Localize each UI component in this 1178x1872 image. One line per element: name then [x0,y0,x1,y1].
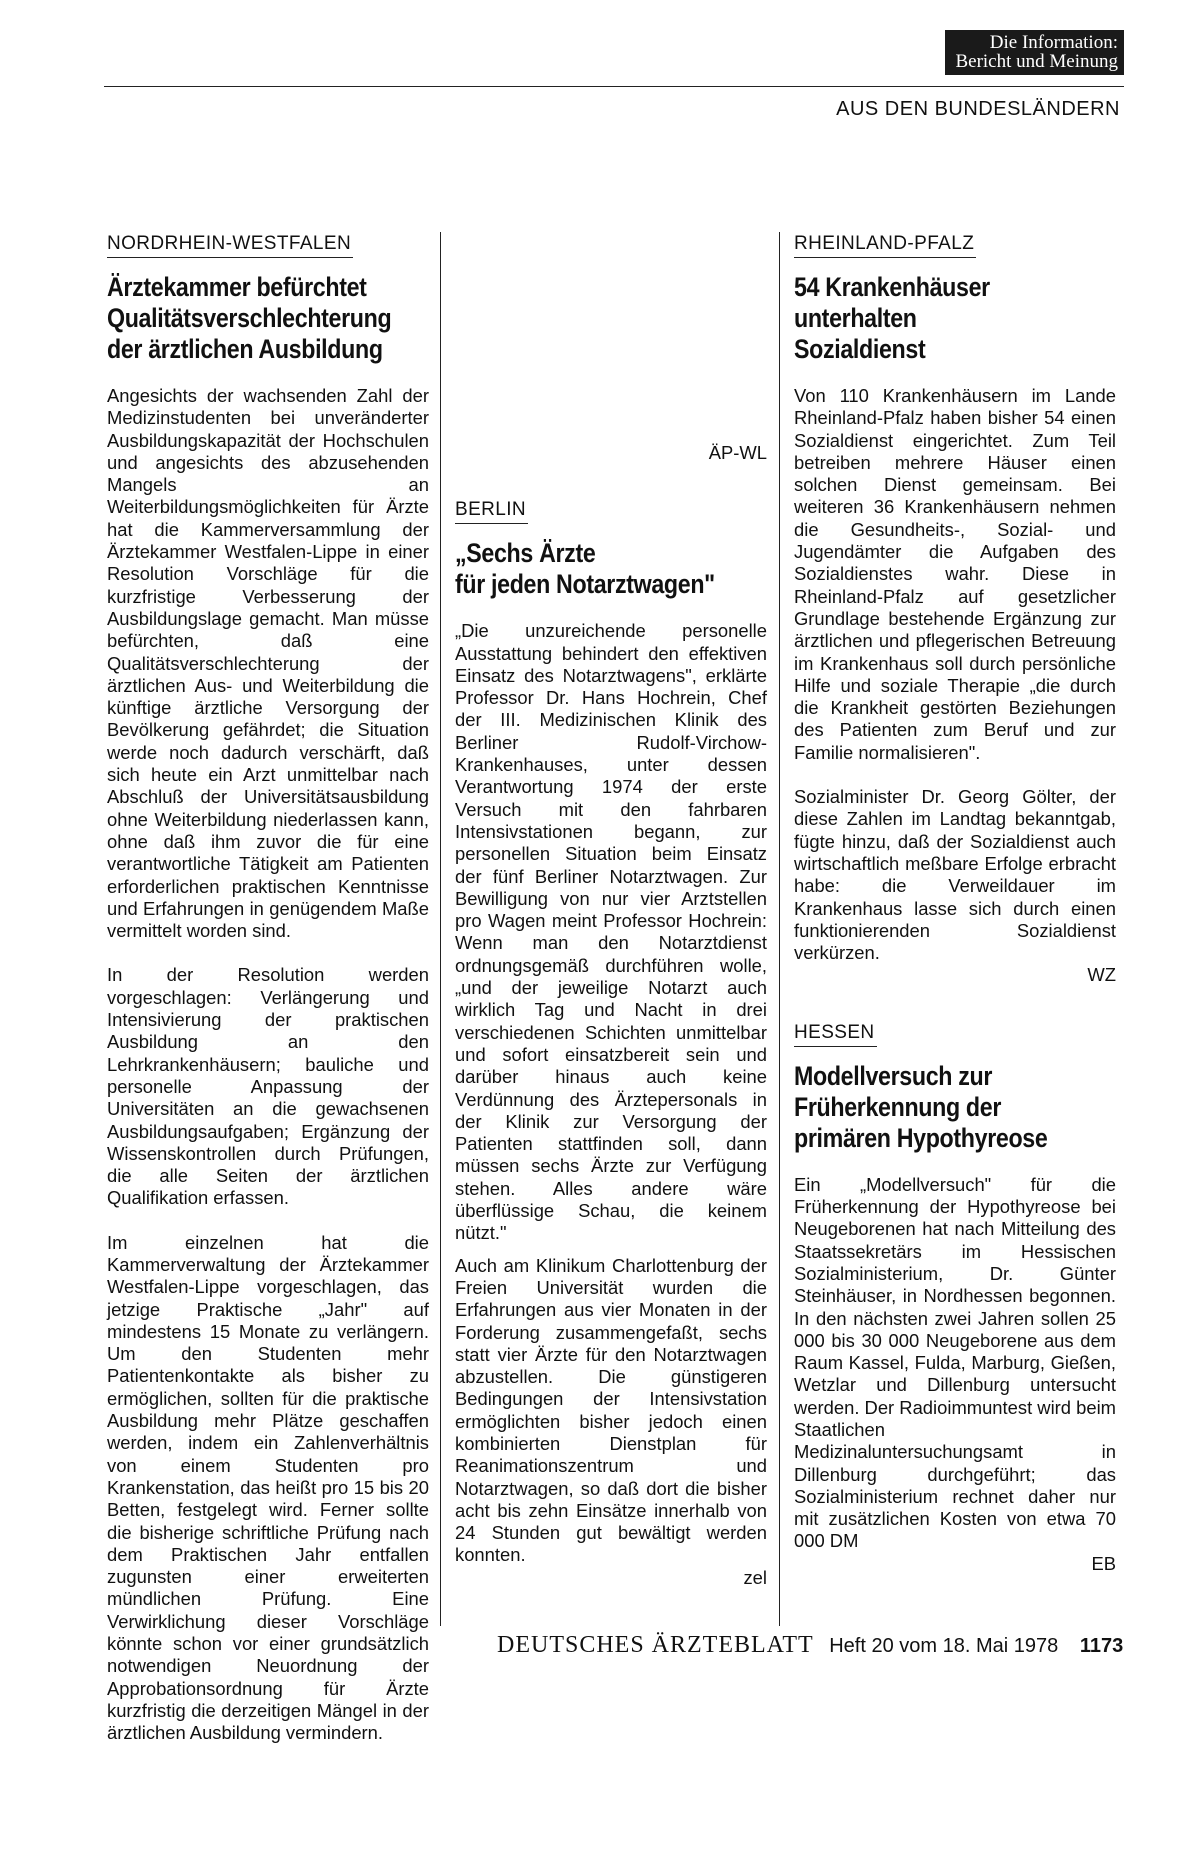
column-1 [107,232,429,1872]
article-paragraph: In der Resolution werden vorgeschlagen: Verlängerung und Intensivierung der praktischen Ausbildung an den Lehrkrankenhäusern; bauliche und personelle Anpassung der Universitäten an die gewachsenen Ausbildungsaufgaben; Ergänzung der Wissenskontrollen durch Prüfungen, die alle Seiten der ärztlichen Qualifikation erfassen. [107,964,429,1209]
article-signature-line [455,442,767,464]
state-label-hessen: HESSEN [794,1021,877,1047]
article-paragraph: Angesichts der wachsenden Zahl der Medizinstudenten bei unveränderter Ausbildungskapazität der Hochschulen und angesichts des abzusehenden Mangels an Weiterbildungsmöglichkeiten für Ärzte hat die Kammerversammlung der Ärztekammer Westfalen-Lippe in einer Resolution Vorschläge für die kurzfristige Verbesserung der Ausbildungslage gemacht. Man müsse befürchten, daß eine Qualitätsverschlechterung der ärztlichen Aus- und Weiterbildung die künftige ärztliche Versorgung der Bevölkerung gefährdet; die Situation werde noch dadurch verschärft, daß sich heute ein Arzt unmittelbar nach Abschluß der Universitätsausbildung ohne Weiterbildung niederlassen kann, ohne daß ihm zuvor die für eine verantwortliche Tätigkeit am Patienten erforderlichen praktischen Kenntnisse und Erfahrungen in genügendem Maße vermittelt worden sind. [107,385,429,942]
signature-rlp: WZ [1087,964,1116,986]
state-label-rlp: RHEINLAND-PFALZ [794,232,976,258]
footer-masthead: DEUTSCHES ÄRZTEBLATT [497,1632,814,1658]
headline-berlin: „Sechs Ärzte für jeden Notarztwagen" [455,538,715,600]
column-divider [779,232,780,1626]
section-badge-line2: Bericht und Meinung [955,51,1118,72]
section-badge [945,30,1124,75]
headline-hessen: Modellversuch zur Früherkennung der primären Hypothyreose [794,1060,1048,1153]
state-label-nrw: NORDRHEIN-WESTFALEN [107,232,353,258]
signature-hessen: EB [1091,1552,1116,1574]
state-label-berlin: BERLIN [455,498,528,524]
column-2 [455,232,767,1872]
signature-nrw: ÄP-WL [708,442,767,463]
article-paragraph: Von 110 Krankenhäusern im Lande Rheinland-Pfalz haben bisher 54 einen Sozialdienst eingerichtet. Zum Teil betreiben mehrere Häuser einen solchen Dienst gemeinsam. Bei weiteren 36 Krankenhäusern nehmen die Gesundheits-, Sozial- und Jugendämter die Aufgaben des Sozialdienstes wahr. Diese in Rheinland-Pfalz auf gesetzlicher Grundlage bestehende Ergänzung zur ärztlichen und pflegerischen Betreuung im Krankenhaus soll durch persönliche Hilfe und soziale Therapie „die durch die Krankheit gestörten Beziehungen des Patienten zum Beruf und zur Familie normalisieren". [794,385,1116,763]
article-paragraph: Ein „Modellversuch" für die Früherkennung der Hypothyreose bei Neugeborenen hat nach Mitteilung des Staatssekretärs im Hessischen Sozialministerium, Dr. Günter Steinhäuser, in Nordhessen begonnen. In den nächsten zwei Jahren sollen 25 000 bis 30 000 Neugeborene aus dem Raum Kassel, Fulda, Marburg, Gießen, Wetzlar und Dillenburg untersucht werden. Der Radioimmuntest wird beim Staatlichen Medizinaluntersuchungsamt in Dillenburg durchgeführt; das Sozialministerium rechnet daher nur mit zusätzlichen Kosten von etwa 70 000 DM [794,1173,1116,1552]
article-paragraph: Auch am Klinikum Charlottenburg der Freien Universität wurden die Erfahrungen aus vier Monaten in der Forderung zusammengefaßt, sechs statt vier Ärzte für den Notarztwagen abzustellen. Die günstigeren Bedingungen der Intensivstation ermöglichten bisher jedoch einen kombinierten Dienstplan für Reanimationszentrum und Notarztwagen, so daß dort die bisher acht bis zehn Einsätze innerhalb von 24 Stunden gut bewältigt werden konnten. [455,1254,767,1566]
column-divider [440,232,441,1626]
page-number: 1173 [1079,1635,1124,1657]
section-badge-line1: Die Information: [989,32,1118,53]
footer-issue: Heft 20 vom 18. Mai 1978 [829,1635,1059,1657]
page-footer [497,1632,1123,1659]
top-rule [104,86,1124,87]
signature-berlin: zel [743,1566,767,1588]
headline-nrw: Ärztekammer befürchtet Qualitätsverschlechterung der ärztlichen Ausbildung [107,272,392,364]
column-3 [794,232,1116,1872]
region-label: AUS DEN BUNDESLÄNDERN [836,98,1120,120]
article-paragraph: Sozialminister Dr. Georg Gölter, der diese Zahlen im Landtag bekanntgab, fügte hinzu, daß der Sozialdienst auch wirtschaftlich meßbare Erfolge erbracht habe: die Verweildauer im Krankenhaus lasse sich durch einen funktionierenden Sozialdienst verkürzen. [794,786,1116,964]
article-paragraph: „Die unzureichende personelle Ausstattung behindert den effektiven Einsatz des Notarztwagens", erklärte Professor Dr. Hans Hochrein, Chef der III. Medizinischen Klinik des Berliner Rudolf-Virchow-Krankenhauses, unter dessen Verantwortung 1974 der erste Versuch mit den fahrbaren Intensivstationen begann, zur personellen Situation beim Einsatz der fünf Berliner Notarztwagen. Zur Bewilligung von nur vier Arztstellen pro Wagen meint Professor Hochrein: Wenn man den Notarztdienst ordnungsgemäß durchführen wolle, „und der jeweilige Notarzt auch wirklich Tag und Nacht in drei verschiedenen Schichten unmittelbar und sofort einsatzbereit sein und darüber hinaus auch keine Verdünnung des Ärztepersonals in der Klinik zur Versorgung der Patienten stattfinden soll, dann müssen sechs Ärzte zur Verfügung stehen. Alles andere wäre überflüssige Schau, die keinem nützt." [455,620,767,1244]
headline-rlp: 54 Krankenhäuser unterhalten Sozialdienst [794,272,990,364]
continuation-spacer [455,232,767,442]
article-paragraph: Im einzelnen hat die Kammerverwaltung der Ärztekammer Westfalen-Lippe vorgeschlagen, das jetzige Praktische „Jahr" auf mindestens 15 Monate zu verlängern. Um den Studenten mehr Patientenkontakte als bisher zu ermöglichen, sollten für die praktische Ausbildung mehr Plätze geschaffen werden, indem ein Zahlenverhältnis von einem Studenten pro Krankenstation, das heißt pro 15 bis 20 Betten, festgelegt wird. Ferner sollte die bisherige schriftliche Prüfung nach dem Praktischen Jahr entfallen zugunsten einer erweiterten mündlichen Prüfung. Eine Verwirklichung dieser Vorschläge könnte schon vor einer grundsätzlich notwendigen Neuordnung der Approbationsordnung für Ärzte kurzfristig die derzeitigen Mängel in der ärztlichen Ausbildung vermindern. [107,1231,429,1744]
